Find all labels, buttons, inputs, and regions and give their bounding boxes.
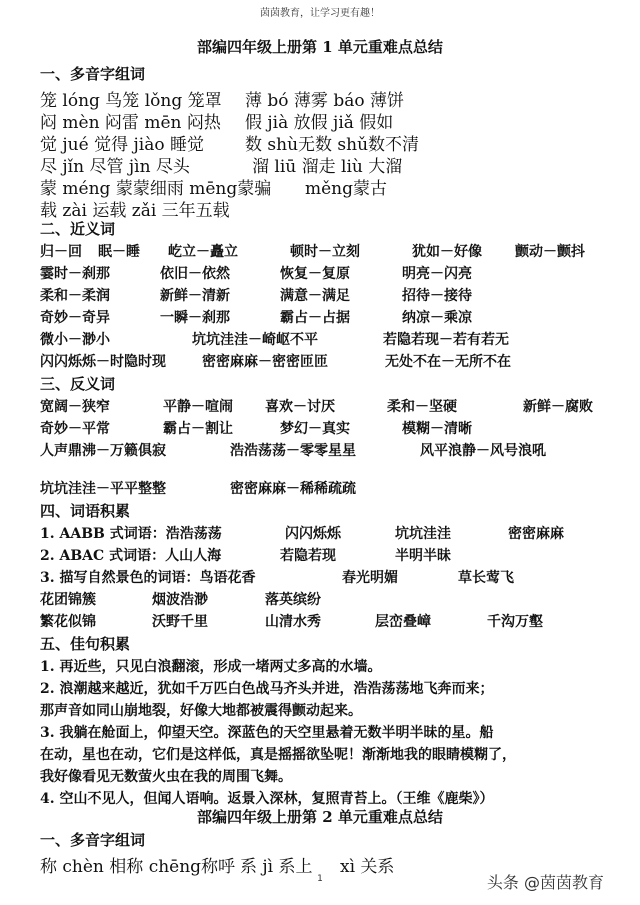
section-heading-polyphones: 一、多音字组词 [40, 65, 146, 83]
sentence-line: 在动，星也在动，它们是这样低，真是摇摇欲坠呢！渐渐地我的眼睛模糊了， [40, 747, 516, 763]
sentence-line: 4. 空山不见人，但闻人语响。返景入深林，复照青苔上。（王维《鹿柴》） [40, 791, 494, 807]
section-heading-antonyms: 三、反义词 [40, 375, 116, 393]
section-heading-words: 四、词语积累 [40, 502, 131, 520]
sentence-line: 那声音如同山崩地裂，好像大地都被震得颤动起来。 [40, 703, 362, 719]
section-heading-polyphones-unit2: 一、多音字组词 [40, 831, 146, 849]
sentence-line: 我好像看见无数萤火虫在我的周围飞舞。 [40, 769, 292, 785]
sentence-line: 2. 浪潮越来越近，犹如千万匹白色战马齐头并进，浩浩荡荡地飞奔而来； [40, 681, 494, 697]
unit1-title: 部编四年级上册第 1 单元重难点总结 [197, 38, 443, 56]
unit2-title: 部编四年级上册第 2 单元重难点总结 [197, 808, 443, 826]
sentence-line: 1. 再近些，只见白浪翻滚，形成一堵两丈多高的水墙。 [40, 659, 382, 675]
header-note: 茵茵教育，让学习更有趣！ [260, 8, 380, 19]
section-heading-sentences: 五、佳句积累 [40, 635, 131, 653]
section-heading-synonyms: 二、近义词 [40, 220, 116, 238]
page-number: 1 [317, 874, 323, 884]
sentence-line: 3. 我躺在舱面上，仰望天空。深蓝色的天空里悬着无数半明半昧的星。船 [40, 725, 494, 741]
watermark: 头条 @茵茵教育 [486, 873, 604, 892]
